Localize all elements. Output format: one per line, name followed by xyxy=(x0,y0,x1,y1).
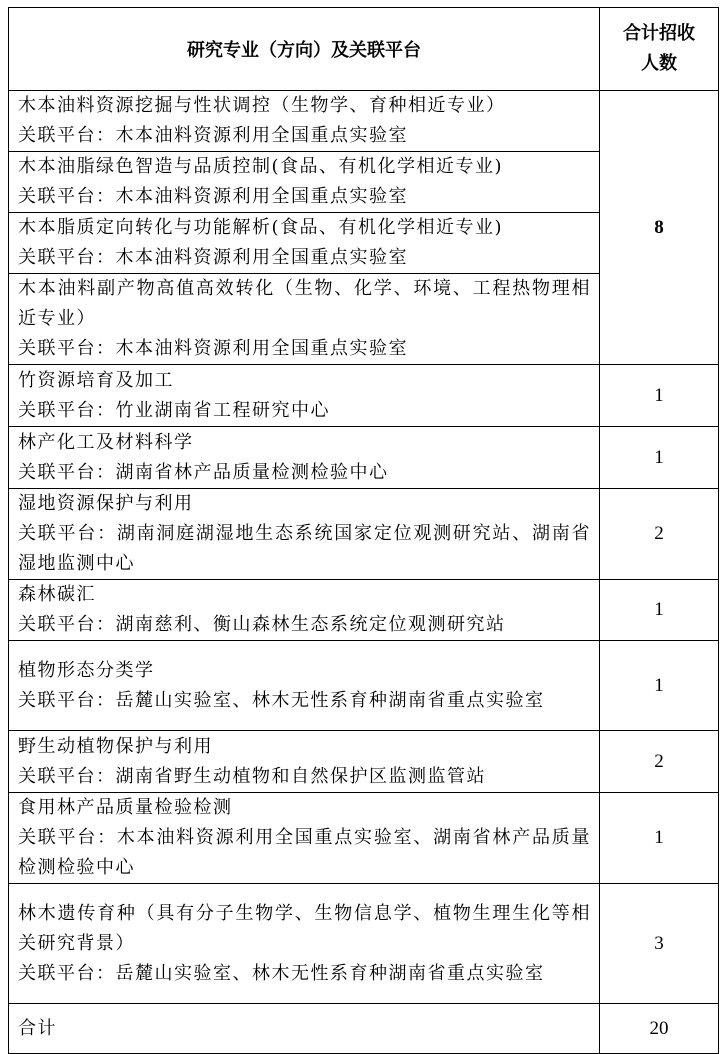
direction-platform: 关联平台：木本油料资源利用全国重点实验室 xyxy=(18,186,408,207)
direction-cell xyxy=(9,489,600,580)
direction-cell xyxy=(9,427,600,489)
direction-cell xyxy=(9,884,600,1004)
count-cell: 1 xyxy=(600,580,719,641)
total-label: 合计 xyxy=(9,1004,600,1054)
direction-platform: 关联平台：岳麓山实验室、林木无性系育种湖南省重点实验室 xyxy=(18,962,545,984)
recruitment-table xyxy=(8,7,719,1054)
direction-title: 林产化工及材料科学 xyxy=(18,431,194,453)
table-row xyxy=(9,884,719,1004)
group-count-cell: 8 xyxy=(600,91,719,365)
direction-platform: 关联平台：湖南洞庭湖湿地生态系统国家定位观测研究站、湖南省湿地监测中心 xyxy=(18,523,591,574)
direction-cell xyxy=(9,274,600,365)
direction-cell xyxy=(9,152,600,213)
direction-platform: 关联平台：木本油料资源利用全国重点实验室 xyxy=(18,247,408,268)
direction-title: 植物形态分类学 xyxy=(18,659,155,681)
direction-title: 湿地资源保护与利用 xyxy=(18,493,194,514)
header-count-line1: 合计招收 xyxy=(623,23,695,44)
header-count-line2: 人数 xyxy=(641,53,677,74)
direction-cell xyxy=(9,793,600,884)
direction-cell xyxy=(9,91,600,152)
direction-title: 林木遗传育种（具有分子生物学、生物信息学、植物生理生化等相关研究背景） xyxy=(18,902,591,954)
table-row xyxy=(9,793,719,884)
direction-cell xyxy=(9,641,600,731)
header-direction: 研究专业（方向）及关联平台 xyxy=(9,8,600,91)
direction-title: 木本油脂绿色智造与品质控制(食品、有机化学相近专业) xyxy=(18,156,504,177)
direction-platform: 关联平台：湖南慈利、衡山森林生态系统定位观测研究站 xyxy=(18,614,506,635)
direction-cell xyxy=(9,213,600,274)
count-cell: 1 xyxy=(600,365,719,427)
direction-platform: 关联平台：木本油料资源利用全国重点实验室、湖南省林产品质量检测检验中心 xyxy=(18,827,591,878)
direction-cell xyxy=(9,580,600,641)
direction-title: 野生动植物保护与利用 xyxy=(18,735,213,757)
direction-platform: 关联平台：竹业湖南省工程研究中心 xyxy=(18,399,330,421)
direction-title: 森林碳汇 xyxy=(18,584,96,605)
direction-title: 食用林产品质量检验检测 xyxy=(18,797,233,818)
direction-platform: 关联平台：湖南省野生动植物和自然保护区监测监管站 xyxy=(18,765,486,787)
direction-platform: 关联平台：岳麓山实验室、林木无性系育种湖南省重点实验室 xyxy=(18,689,545,711)
count-cell: 1 xyxy=(600,427,719,489)
table-row xyxy=(9,365,719,427)
direction-title: 木本油料副产物高值高效转化（生物、化学、环境、工程热物理相近专业） xyxy=(18,278,591,329)
table-row xyxy=(9,641,719,731)
table-row xyxy=(9,489,719,580)
header-count xyxy=(600,8,719,91)
count-cell: 2 xyxy=(600,489,719,580)
total-row xyxy=(9,1004,719,1054)
direction-cell xyxy=(9,365,600,427)
count-cell: 2 xyxy=(600,731,719,793)
direction-cell xyxy=(9,731,600,793)
direction-title: 竹资源培育及加工 xyxy=(18,369,174,391)
direction-platform: 关联平台：木本油料资源利用全国重点实验室 xyxy=(18,125,408,146)
table-row xyxy=(9,731,719,793)
count-cell: 1 xyxy=(600,793,719,884)
table-row xyxy=(9,427,719,489)
direction-title: 木本脂质定向转化与功能解析(食品、有机化学相近专业) xyxy=(18,217,504,238)
table-header-row xyxy=(9,8,719,91)
table-row xyxy=(9,91,719,152)
table-row xyxy=(9,580,719,641)
direction-platform: 关联平台：木本油料资源利用全国重点实验室 xyxy=(18,338,408,359)
total-value: 20 xyxy=(600,1004,719,1054)
direction-platform: 关联平台：湖南省林产品质量检测检验中心 xyxy=(18,461,389,483)
count-cell: 1 xyxy=(600,641,719,731)
recruitment-table-container xyxy=(8,7,719,1054)
count-cell: 3 xyxy=(600,884,719,1004)
direction-title: 木本油料资源挖掘与性状调控（生物学、育种相近专业） xyxy=(18,95,506,116)
